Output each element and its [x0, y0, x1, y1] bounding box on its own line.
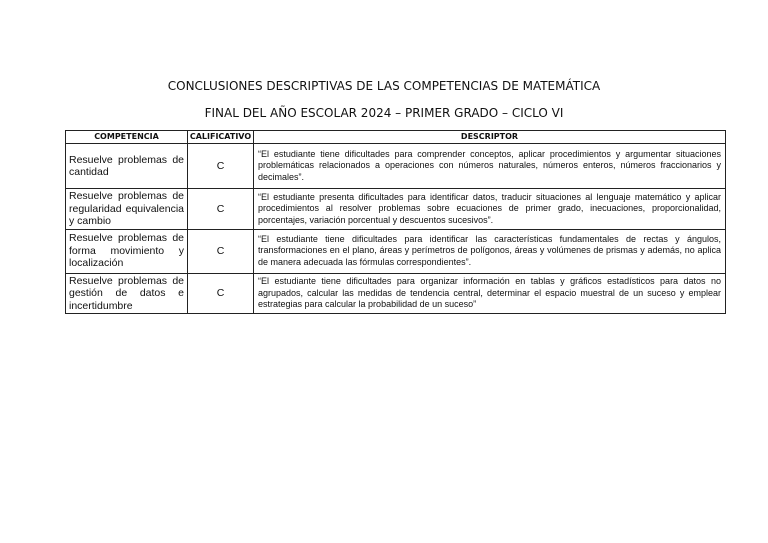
header-competencia: COMPETENCIA — [66, 131, 188, 144]
competencia-cell: Resuelve problemas de gestión de datos e incertidumbre — [66, 273, 188, 314]
calificativo-cell: C — [188, 189, 254, 230]
descriptor-cell: “El estudiante tiene dificultades para comprender conceptos, aplicar procedimientos y argumentar situaciones problemáticas relacionados a operaciones con números naturales, números enteros, números fraccionarios y decimales”. — [254, 144, 726, 189]
header-descriptor: DESCRIPTOR — [254, 131, 726, 144]
header-calificativo: CALIFICATIVO — [188, 131, 254, 144]
calificativo-cell: C — [188, 144, 254, 189]
calificativo-cell: C — [188, 273, 254, 314]
descriptor-cell: “El estudiante tiene dificultades para identificar las características fundamentales de rectas y ángulos, transformaciones en el plano, áreas y perímetros de polígonos, áreas y volúmenes de prismas y además, no aplica de manera adecuada las fórmulas correspondientes”. — [254, 229, 726, 273]
table-row — [66, 229, 726, 273]
table-row — [66, 189, 726, 230]
document-subtitle: FINAL DEL AÑO ESCOLAR 2024 – PRIMER GRADO – CICLO VI — [204, 106, 564, 120]
descriptor-cell: “El estudiante tiene dificultades para organizar información en tablas y gráficos estadísticos para datos no agrupados, calcular las medidas de tendencia central, determinar el espacio muestral de un suceso y emplear estrategias para calcular la probabilidad de un suceso” — [254, 273, 726, 314]
competencia-cell: Resuelve problemas de cantidad — [66, 144, 188, 189]
table-row — [66, 273, 726, 314]
competencies-table — [65, 130, 726, 314]
table-header-row — [66, 131, 726, 144]
competencia-cell: Resuelve problemas de regularidad equivalencia y cambio — [66, 189, 188, 230]
descriptor-cell: “El estudiante presenta dificultades para identificar datos, traducir situaciones al lenguaje matemático y aplicar procedimientos al resolver problemas sobre ecuaciones de primer grado, inecuaciones, proporcionalidad, porcentajes, variación porcentual y descuentos sucesivos”. — [254, 189, 726, 230]
competencia-cell: Resuelve problemas de forma movimiento y localización — [66, 229, 188, 273]
calificativo-cell: C — [188, 229, 254, 273]
document-title: CONCLUSIONES DESCRIPTIVAS DE LAS COMPETENCIAS DE MATEMÁTICA — [167, 79, 601, 93]
table-row — [66, 144, 726, 189]
